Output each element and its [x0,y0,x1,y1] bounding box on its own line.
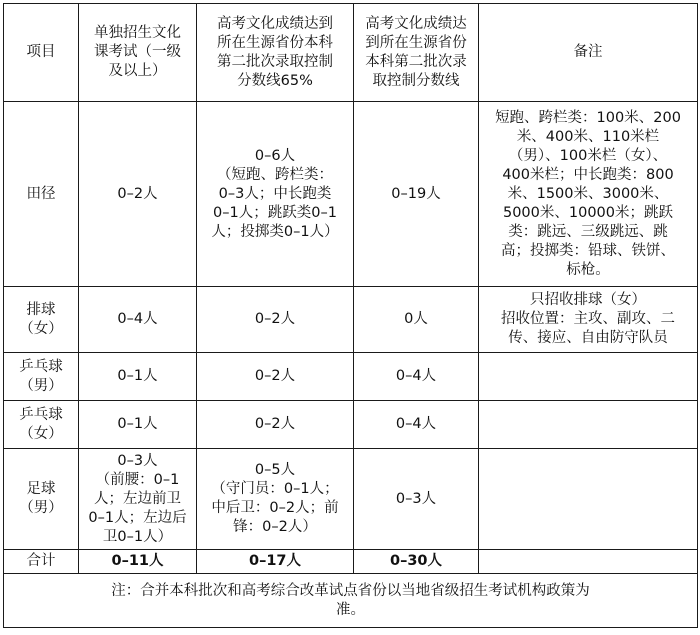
cell-note: 只招收排球（女） 招收位置：主攻、副攻、二 传、接应、自由防守队员 [479,287,698,353]
cell-col1: 0–4人 [79,287,197,353]
cell-col2: 0–2人 [197,353,354,401]
total-col2: 0–17人 [197,550,354,574]
cell-note: 短跑、跨栏类：100米、200 米、400米、110米栏 （男）、100米栏（女）、 400米栏；中长跑类：800 米、1500米、3000米、 5000米、10000米；跳跃 类：跳远、三级跳远、跳 高；投掷类：铅球、铁饼、 标枪。 [479,102,698,287]
cell-col3: 0–19人 [354,102,479,287]
cell-note [479,401,698,449]
header-col1: 单独招生文化 课考试（一级 及以上） [79,4,197,102]
table-row-football [4,449,698,550]
cell-item: 乒乓球 （男） [4,353,79,401]
table-row-volleyball [4,287,698,353]
cell-col2: 0–6人 （短跑、跨栏类： 0–3人；中长跑类 0–1人；跳跃类0–1 人；投掷类0–1人） [197,102,354,287]
footnote-row [4,574,698,628]
cell-col1: 0–1人 [79,401,197,449]
cell-col3: 0人 [354,287,479,353]
header-row [4,4,698,102]
table-row-athletics [4,102,698,287]
cell-note [479,353,698,401]
cell-col1: 0–2人 [79,102,197,287]
total-note [479,550,698,574]
header-col2: 高考文化成绩达到 所在生源省份本科 第二批次录取控制 分数线65% [197,4,354,102]
total-col1: 0–11人 [79,550,197,574]
cell-col3: 0–3人 [354,449,479,550]
cell-col3: 0–4人 [354,353,479,401]
cell-col1: 0–1人 [79,353,197,401]
cell-note [479,449,698,550]
cell-item: 排球 （女） [4,287,79,353]
header-item: 项目 [4,4,79,102]
cell-item: 乒乓球 （女） [4,401,79,449]
total-col3: 0–30人 [354,550,479,574]
cell-col2: 0–2人 [197,401,354,449]
header-note: 备注 [479,4,698,102]
cell-col3: 0–4人 [354,401,479,449]
quota-table [3,3,698,628]
cell-item: 田径 [4,102,79,287]
total-row [4,550,698,574]
cell-col2: 0–2人 [197,287,354,353]
footnote: 注：合并本科批次和高考综合改革试点省份以当地省级招生考试机构政策为 准。 [4,574,698,628]
table-row-table-tennis-men [4,353,698,401]
header-col3: 高考文化成绩达 到所在生源省份 本科第二批次录 取控制分数线 [354,4,479,102]
cell-item: 足球 （男） [4,449,79,550]
total-label: 合计 [4,550,79,574]
cell-col1: 0–3人 （前腰：0–1 人；左边前卫 0–1人；左边后 卫0–1人） [79,449,197,550]
cell-col2: 0–5人 （守门员：0–1人； 中后卫：0–2人；前 锋：0–2人） [197,449,354,550]
table-row-table-tennis-women [4,401,698,449]
